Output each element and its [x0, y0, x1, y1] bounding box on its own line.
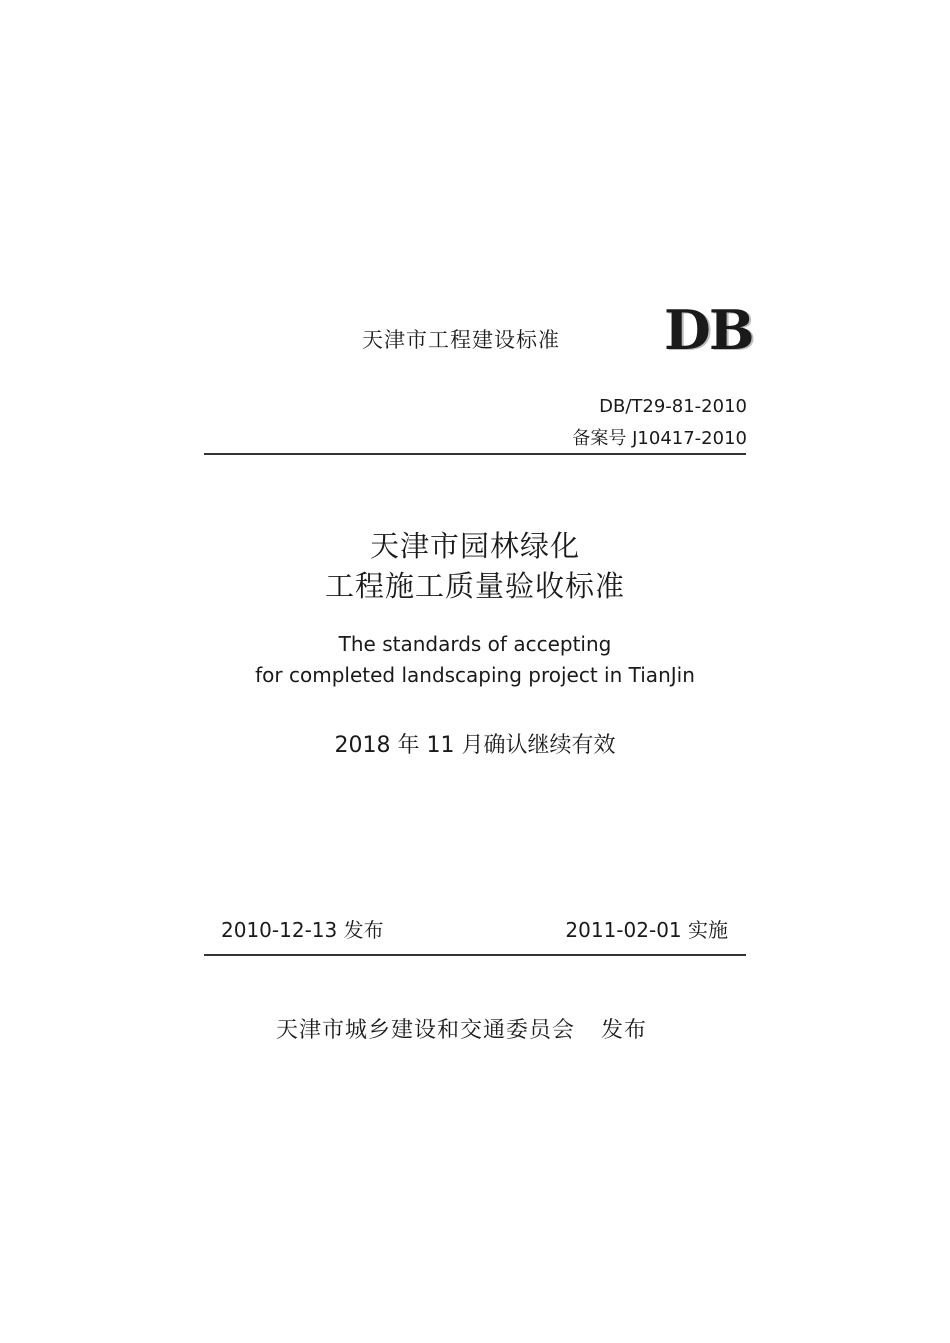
chinese-title-line-1: 天津市园林绿化	[369, 529, 580, 563]
standard-code: DB/T29-81-2010	[599, 396, 747, 417]
validity-note: 2018 年 11 月确认继续有效	[334, 733, 616, 758]
english-title-line-1: The standards of accepting	[338, 632, 612, 656]
implementation-date: 2011-02-01 实施	[565, 918, 728, 942]
publisher-action: 发布	[601, 1018, 648, 1043]
db-logo: DB	[664, 298, 753, 362]
publisher-line	[276, 1013, 647, 1044]
issue-date: 2010-12-13 发布	[221, 918, 384, 942]
publisher-name: 天津市城乡建设和交通委员会	[276, 1018, 576, 1043]
bottom-divider	[204, 954, 746, 956]
standard-series-title: 天津市工程建设标准	[362, 328, 560, 352]
top-divider	[204, 453, 746, 455]
english-title-line-2: for completed landscaping project in TianJin	[255, 663, 695, 687]
filing-number: 备案号 J10417-2010	[572, 428, 747, 449]
chinese-title-line-2: 工程施工质量验收标准	[324, 569, 625, 603]
